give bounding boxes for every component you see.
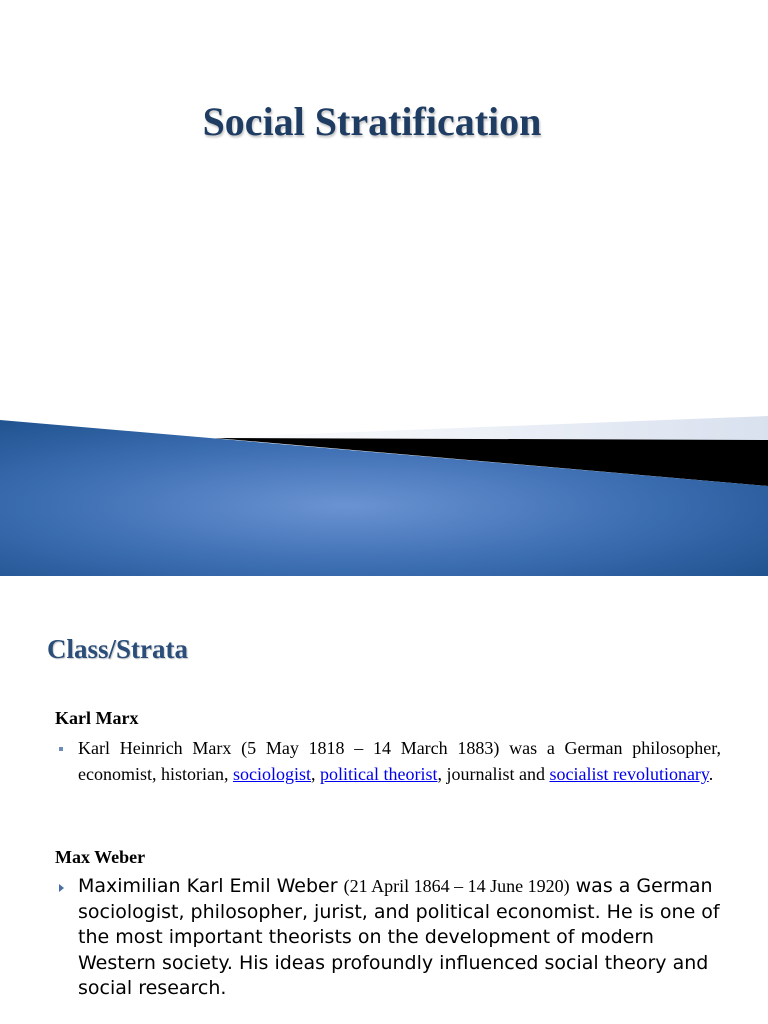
link-political-theorist[interactable]: political theorist [320,764,438,784]
link-sociologist[interactable]: sociologist [232,764,311,784]
marx-bullet-paragraph [57,735,721,787]
weber-text: was a German sociologist, philosopher, jurist, and political economist. He is one of the most important theorists on the development of modern Western society. His ideas profoundly influenced social theory and social research. [78,875,720,999]
separator: , [311,764,320,784]
content-slide [0,576,768,1024]
marx-text-cont: , journalist and [437,764,550,784]
section-heading-weber: Max Weber [55,847,146,867]
content-title: Class/Strata [47,634,188,664]
weber-dates: (21 April 1864 – 14 June 1920) [343,876,570,896]
slide-title: Social Stratification [202,99,542,144]
marx-text: Karl Heinrich Marx (5 May 1818 – 14 March 1883) was a German philosopher, economist, historian, [78,738,721,784]
weber-name-text: Maximilian Karl Emil Weber [78,875,344,897]
section-heading-marx: Karl Marx [55,708,139,728]
pale-wedge [200,416,768,440]
period: . [708,764,714,784]
weber-bullet-paragraph [57,874,727,1002]
link-socialist-revolutionary[interactable]: socialist revolutionary [549,764,709,784]
